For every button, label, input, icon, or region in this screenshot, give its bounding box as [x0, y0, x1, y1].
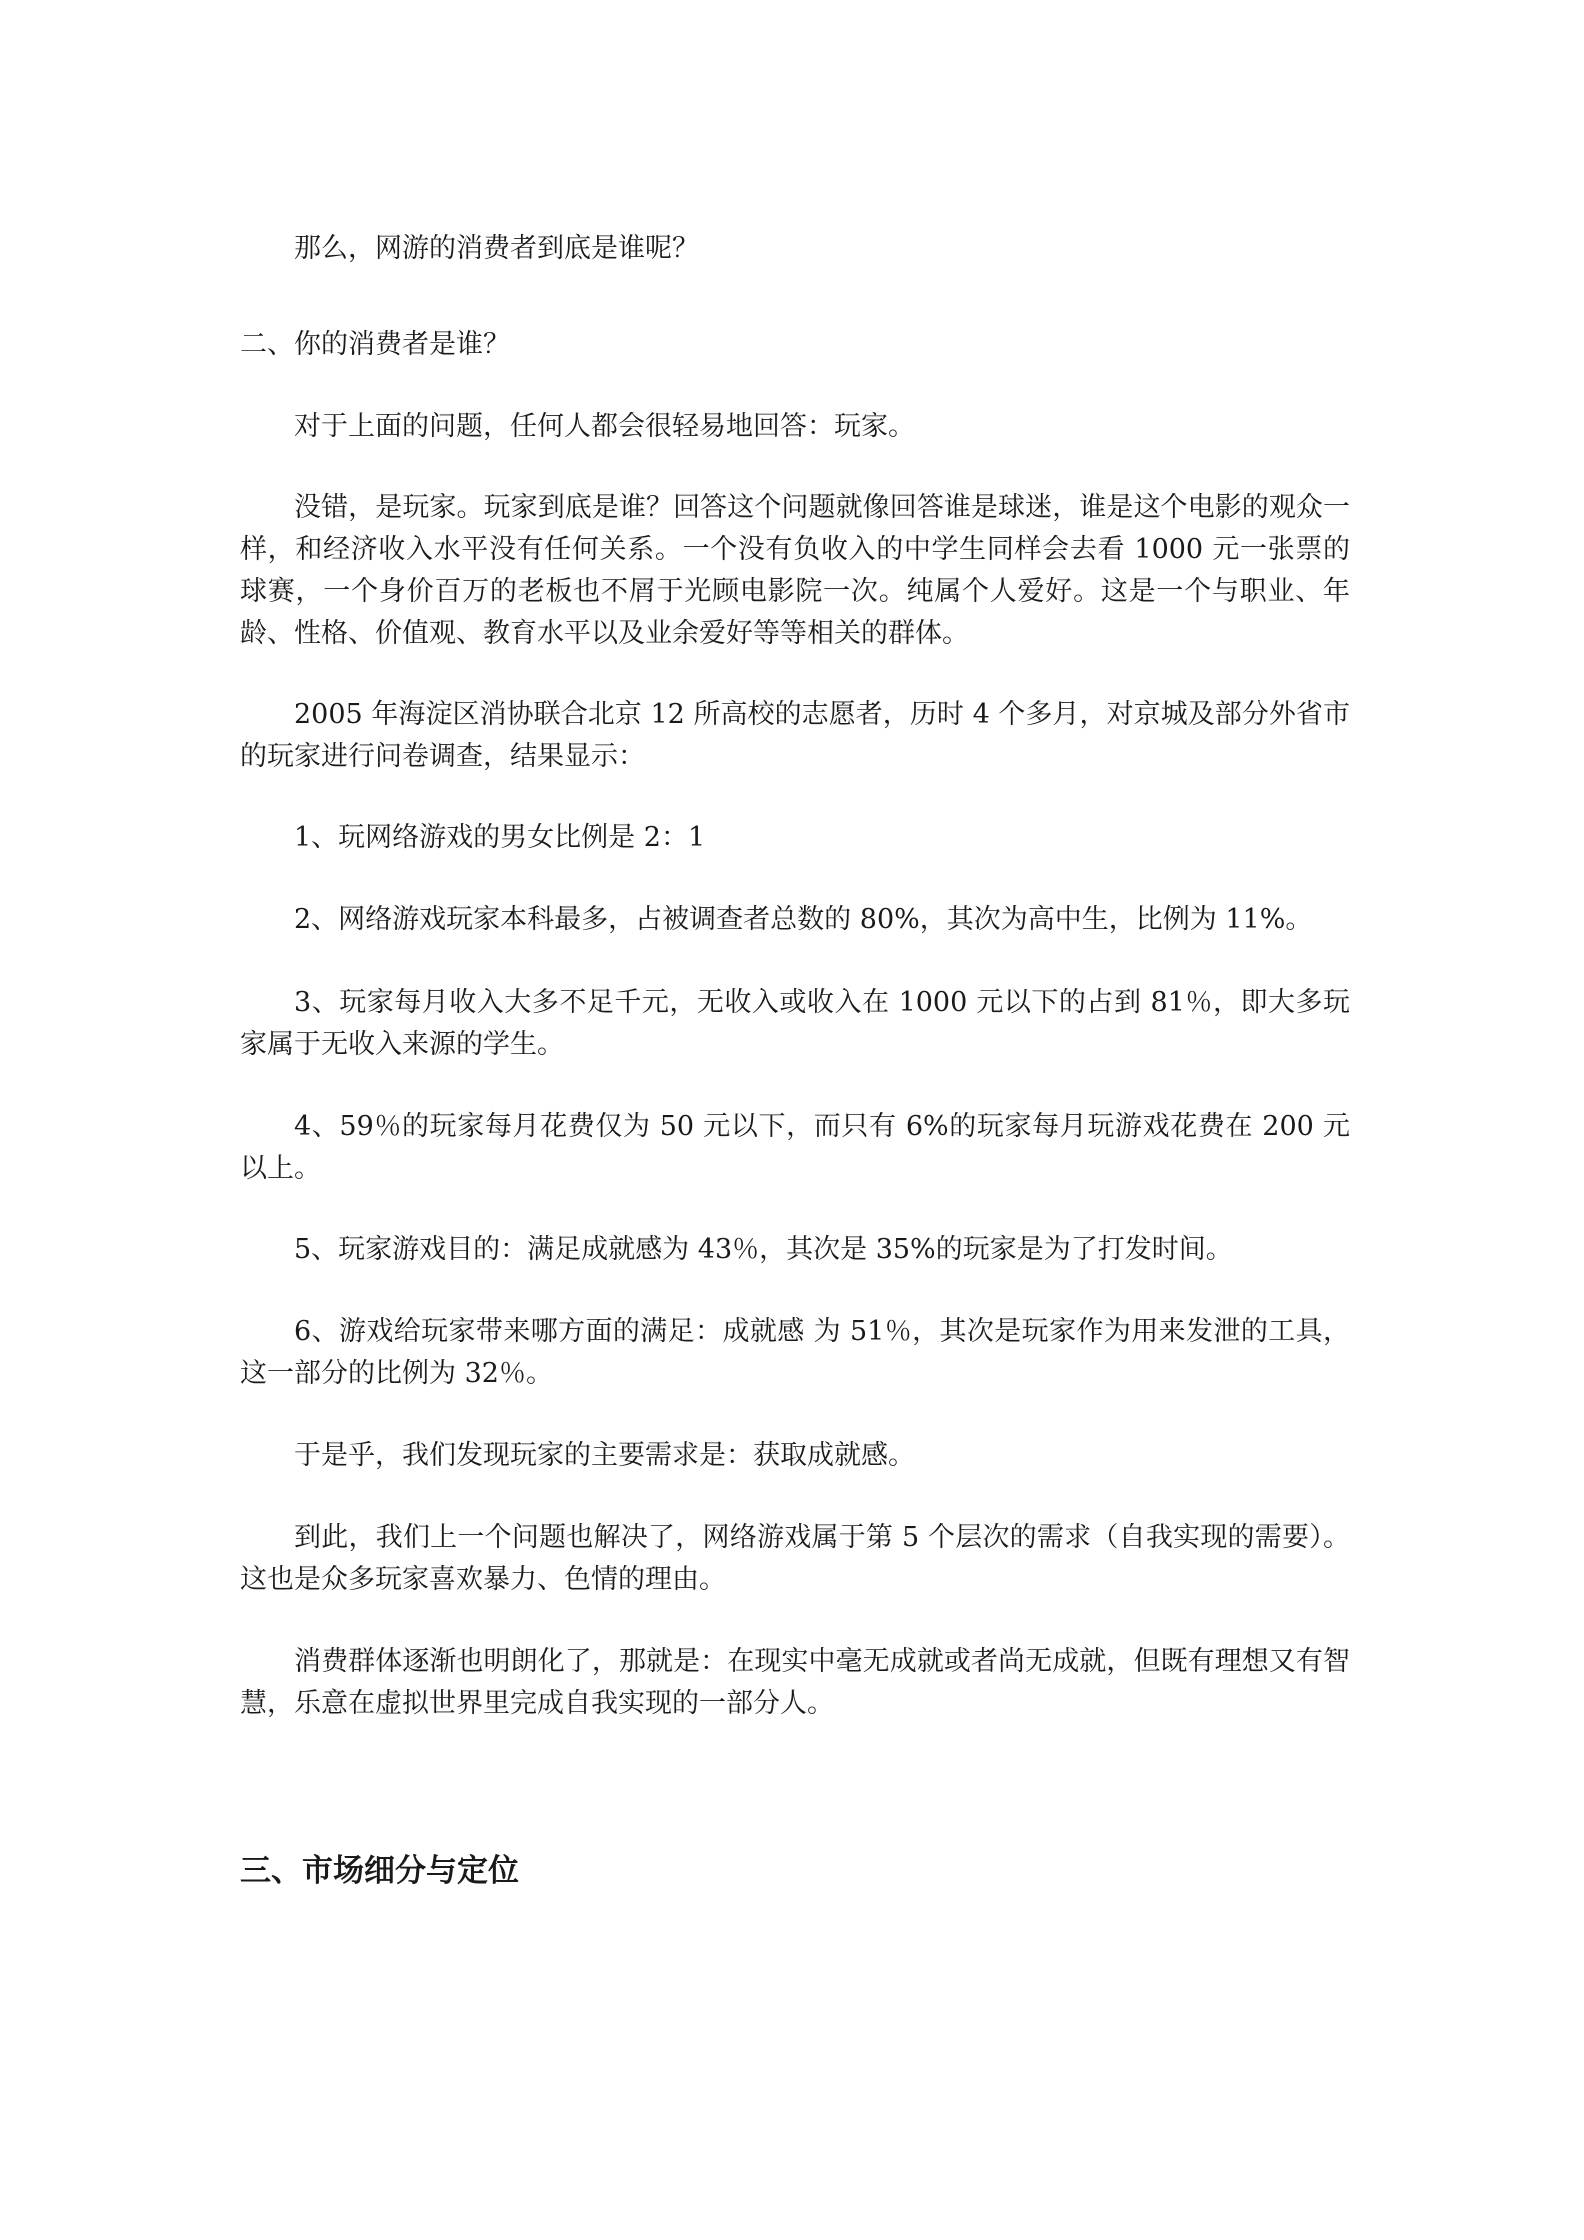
paragraph-survey-intro: 2005 年海淀区消协联合北京 12 所高校的志愿者，历时 4 个多月，对京城及部分外省市的玩家进行问卷调查，结果显示：	[240, 699, 1350, 772]
survey-item-3: 3、玩家每月收入大多不足千元，无收入或收入在 1000 元以下的占到 81％，即大多玩家属于无收入来源的学生。	[240, 987, 1350, 1060]
paragraph-need-level: 到此，我们上一个问题也解决了，网络游戏属于第 5 个层次的需求（自我实现的需要）。这也是众多玩家喜欢暴力、色情的理由。	[240, 1522, 1350, 1595]
paragraph-main-need: 于是乎，我们发现玩家的主要需求是：获取成就感。	[294, 1440, 915, 1471]
survey-item-5: 5、玩家游戏目的：满足成就感为 43％，其次是 35%的玩家是为了打发时间。	[294, 1234, 1233, 1265]
survey-item-4: 4、59％的玩家每月花费仅为 50 元以下，而只有 6%的玩家每月玩游戏花费在 200 元以上。	[240, 1111, 1350, 1184]
survey-item-2: 2、网络游戏玩家本科最多，占被调查者总数的 80%，其次为高中生，比例为 11%。	[294, 904, 1313, 935]
survey-item-1: 1、玩网络游戏的男女比例是 2：1	[294, 822, 706, 853]
paragraph-who-are-players: 没错，是玩家。玩家到底是谁？回答这个问题就像回答谁是球迷，谁是这个电影的观众一样，和经济收入水平没有任何关系。一个没有负收入的中学生同样会去看 1000 元一张票的球赛，一个身价百万的老板也不屑于光顾电影院一次。纯属个人爱好。这是一个与职业、年龄、性格、价值观、教育水平以及业余爱好等等相关的群体。	[240, 492, 1350, 649]
section-heading-3: 三、市场细分与定位	[240, 1853, 519, 1889]
survey-item-6: 6、游戏给玩家带来哪方面的满足：成就感 为 51％，其次是玩家作为用来发泄的工具，这一部分的比例为 32％。	[240, 1316, 1350, 1389]
paragraph-answer-players: 对于上面的问题，任何人都会很轻易地回答：玩家。	[294, 411, 915, 442]
section-heading-2: 二、你的消费者是谁？	[240, 329, 510, 360]
paragraph-consumer-question: 那么，网游的消费者到底是谁呢？	[294, 233, 699, 264]
paragraph-consumer-group: 消费群体逐渐也明朗化了，那就是：在现实中毫无成就或者尚无成就，但既有理想又有智慧，乐意在虚拟世界里完成自我实现的一部分人。	[240, 1646, 1350, 1719]
